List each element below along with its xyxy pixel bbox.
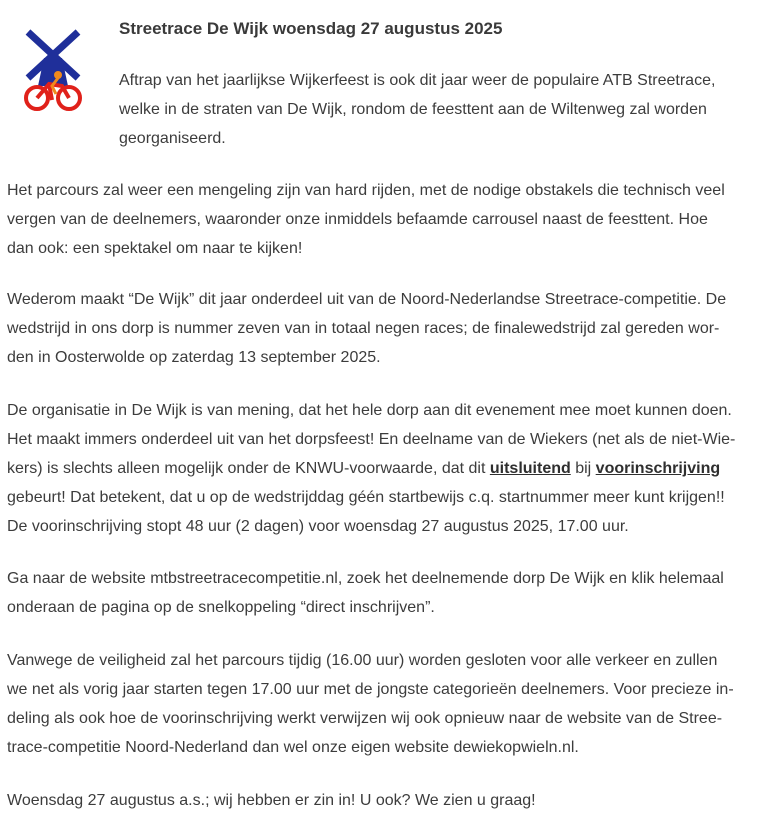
paragraph-line: we net als vorig jaar starten tegen 17.00 uur met de jongste categorieën deelnemers. Voor precieze in- [7, 681, 734, 698]
paragraph-line: vergen van de deelnemers, waaronder onze inmiddels befaamde carrousel naast de feesttent. Hoe [7, 211, 708, 228]
windmill-cyclist-logo-icon [22, 28, 84, 114]
paragraph-line [7, 454, 775, 483]
intro-line: georganiseerd. [119, 130, 226, 147]
paragraph-line: Wederom maakt “De Wijk” dit jaar onderdeel uit van de Noord-Nederlandse Streetrace-competitie. De [7, 291, 727, 308]
intro-line: Aftrap van het jaarlijkse Wijkerfeest is ook dit jaar weer de populaire ATB Streetrace, [119, 72, 716, 89]
emphasis-voorinschrijving: voorinschrijving [595, 460, 721, 477]
paragraph-line: De voorinschrijving stopt 48 uur (2 dagen) voor woensdag 27 augustus 2025, 17.00 uur. [7, 518, 629, 535]
paragraph-afsluiting [7, 786, 775, 815]
paragraph-line: Vanwege de veiligheid zal het parcours tijdig (16.00 uur) worden gesloten voor alle verkeer en zullen [7, 652, 718, 669]
paragraph-line: onderaan de pagina op de snelkoppeling “direct inschrijven”. [7, 599, 435, 616]
paragraph-line: trace-competitie Noord-Nederland dan wel onze eigen website dewiekopwieln.nl. [7, 739, 579, 756]
paragraph-parcours [7, 176, 775, 263]
paragraph-line: Het parcours zal weer een mengeling zijn van hard rijden, met de nodige obstakels die technisch veel [7, 182, 725, 199]
text-fragment: bij [570, 460, 596, 477]
paragraph-line: wedstrijd in ons dorp is nummer zeven van in totaal negen races; de finalewedstrijd zal gereden wor- [7, 320, 720, 337]
paragraph-line: deling als ook hoe de voorinschrijving werkt verwijzen wij ook opnieuw naar de website van de Stree- [7, 710, 723, 727]
paragraph-organisatie [7, 396, 775, 541]
paragraph-line: dan ook: een spektakel om naar te kijken! [7, 240, 303, 257]
text-fragment: kers) is slechts alleen mogelijk onder de KNWU-voorwaarde, dat dit [7, 460, 490, 477]
paragraph-line: Woensdag 27 augustus a.s.; wij hebben er zin in! U ook? We zien u graag! [7, 792, 536, 809]
paragraph-website [7, 564, 775, 622]
paragraph-line: Het maakt immers onderdeel uit van het dorpsfeest! En deelname van de Wiekers (net als de niet-Wie- [7, 431, 736, 448]
paragraph-veiligheid [7, 646, 775, 762]
intro-paragraph [119, 66, 769, 153]
intro-line: welke in de straten van De Wijk, rondom de feesttent aan de Wiltenweg zal worden [119, 101, 707, 118]
paragraph-competitie [7, 285, 775, 372]
paragraph-line: den in Oosterwolde op zaterdag 13 september 2025. [7, 349, 381, 366]
article-title: Streetrace De Wijk woensdag 27 augustus 2025 [119, 19, 503, 38]
paragraph-line: gebeurt! Dat betekent, dat u op de wedstrijddag géén startbewijs c.q. startnummer meer kunt krijgen!! [7, 489, 725, 506]
paragraph-line: De organisatie in De Wijk is van mening, dat het hele dorp aan dit evenement mee moet kunnen doen. [7, 402, 732, 419]
paragraph-line: Ga naar de website mtbstreetracecompetitie.nl, zoek het deelnemende dorp De Wijk en klik helemaal [7, 570, 724, 587]
emphasis-uitsluitend: uitsluitend [489, 460, 571, 477]
